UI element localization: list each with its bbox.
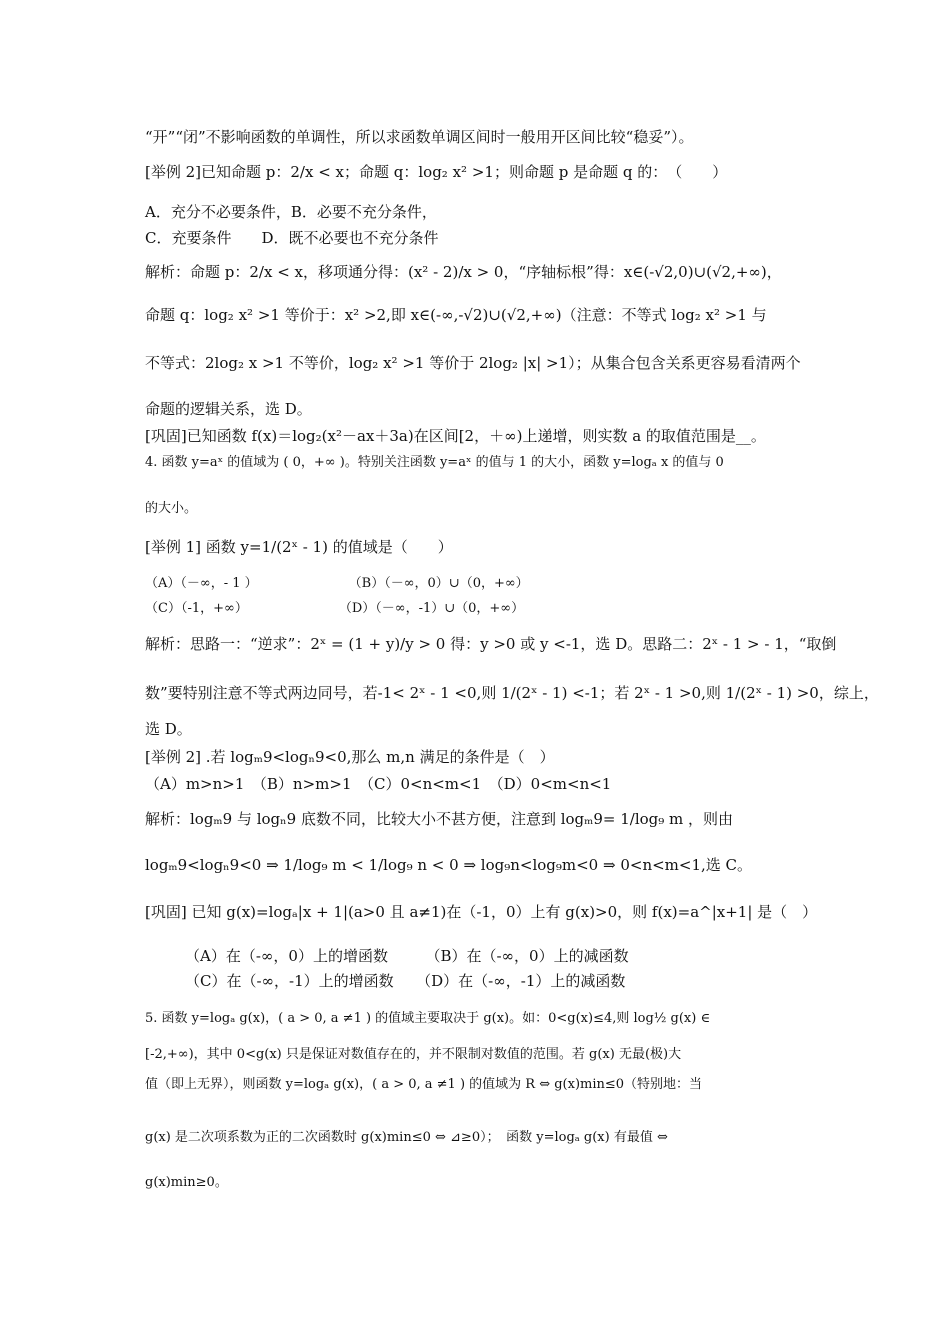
text-line: [举例 2]已知命题 p：2/x < x；命题 q：log₂ x² >1；则命题 p 是命题 q 的： （ ） [145, 163, 728, 181]
text-line: （C）在（-∞，-1）上的增函数 （D）在（-∞，-1）上的减函数 [185, 972, 626, 990]
text-line: “开”“闭”不影响函数的单调性，所以求函数单调区间时一般用开区间比较“稳妥”）。 [145, 128, 694, 146]
text-line: [举例 2] .若 logₘ9<logₙ9<0,那么 m,n 满足的条件是（ ） [145, 748, 555, 766]
text-line: （A）m>n>1 （B）n>m>1 （C）0<n<m<1 （D）0<m<n<1 [145, 775, 612, 793]
text-line: 不等式：2log₂ x >1 不等价，log₂ x² >1 等价于 2log₂ |x| >1）；从集合包含关系更容易看清两个 [145, 354, 801, 372]
text-line: [巩固] 已知 g(x)=logₐ|x + 1|(a>0 且 a≠1)在（-1，0）上有 g(x)>0，则 f(x)=a^|x+1| 是（ ） [145, 903, 818, 921]
text-line: [举例 1] 函数 y=1/(2ˣ - 1) 的值域是（ ） [145, 538, 453, 556]
text-line: 选 D。 [145, 720, 192, 738]
text-line: C．充要条件 D．既不必要也不充分条件 [145, 229, 439, 247]
text-line: g(x) 是二次项系数为正的二次函数时 g(x)min≤0 ⇔ ⊿≥0）； 函数 y=logₐ g(x) 有最值 ⇔ [145, 1130, 668, 1145]
text-line: logₘ9<logₙ9<0 ⇒ 1/log₉ m < 1/log₉ n < 0 ⇒ log₉n<log₉m<0 ⇒ 0<n<m<1,选 C。 [145, 856, 753, 874]
text-line: 4. 函数 y=aˣ 的值域为 ( 0，+∞ )。特别关注函数 y=aˣ 的值与 1 的大小，函数 y=logₐ x 的值与 0 [145, 455, 724, 470]
text-line: 5. 函数 y=logₐ g(x)，( a > 0, a ≠1 ) 的值域主要取决于 g(x)。如：0<g(x)≤4,则 log½ g(x) ∈ [145, 1011, 711, 1026]
text-line: 解析：思路一：“逆求”：2ˣ = (1 + y)/y > 0 得：y >0 或 y <-1，选 D。思路二：2ˣ - 1 > - 1，“取倒 [145, 635, 837, 653]
text-line: 值（即上无界），则函数 y=logₐ g(x)，( a > 0, a ≠1 ) 的值域为 R ⇔ g(x)min≤0（特别地：当 [145, 1077, 703, 1092]
text-line: 解析：命题 p：2/x < x，移项通分得：(x² - 2)/x > 0，“序轴标根”得：x∈(-√2,0)∪(√2,+∞)， [145, 263, 782, 281]
text-line: A．充分不必要条件，B．必要不充分条件， [145, 203, 437, 221]
text-line: （C）（-1，+∞） （D）（－∞，-1）∪（0，+∞） [145, 601, 525, 616]
text-line: （A）（－∞，- 1 ） （B）（－∞，0）∪（0，+∞） [145, 576, 529, 591]
text-line: g(x)min≥0。 [145, 1175, 228, 1190]
text-line: 数”要特别注意不等式两边同号，若-1< 2ˣ - 1 <0,则 1/(2ˣ - 1) <-1；若 2ˣ - 1 >0,则 1/(2ˣ - 1) >0，综上， [145, 684, 879, 702]
text-line: 命题的逻辑关系，选 D。 [145, 400, 312, 418]
text-line: 命题 q：log₂ x² >1 等价于：x² >2,即 x∈(-∞,-√2)∪(√2,+∞)（注意：不等式 log₂ x² >1 与 [145, 306, 767, 324]
text-line: 的大小。 [145, 501, 198, 516]
text-line: 解析：logₘ9 与 logₙ9 底数不同，比较大小不甚方便，注意到 logₘ9= 1/log₉ m ，则由 [145, 810, 734, 828]
text-line: （A）在（-∞，0）上的增函数 （B）在（-∞，0）上的减函数 [185, 947, 629, 965]
text-line: [巩固]已知函数 f(x)＝log₂(x²－ax＋3a)在区间[2，＋∞)上递增，则实数 a 的取值范围是__。 [145, 427, 766, 445]
text-line: [-2,+∞)，其中 0<g(x) 只是保证对数值存在的，并不限制对数值的范围。若 g(x) 无最(极)大 [145, 1047, 682, 1062]
